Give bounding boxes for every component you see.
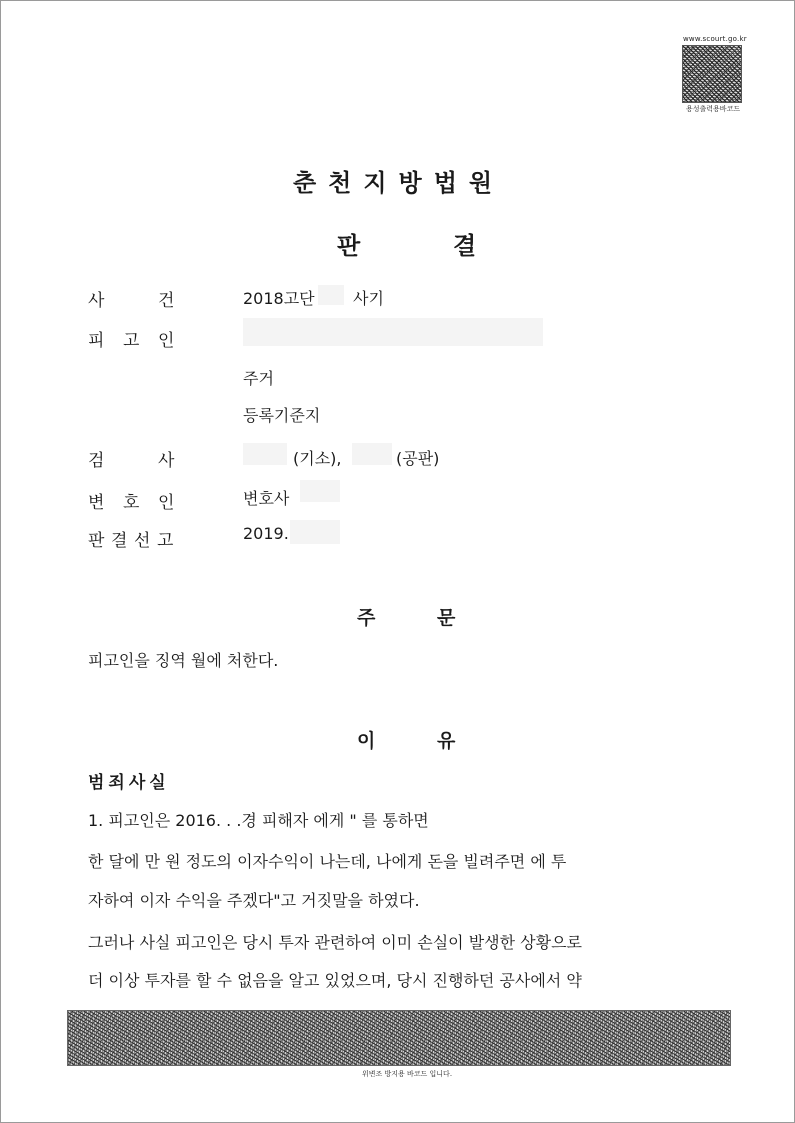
- redaction: [352, 443, 392, 465]
- redaction: [300, 480, 340, 502]
- qr-barcode: [682, 45, 742, 103]
- counsel-value: 변호사: [243, 489, 290, 508]
- reasons-heading-char-2: 유: [437, 730, 456, 752]
- reasons-line-5: 더 이상 투자를 할 수 없음을 알고 있었으며, 당시 진행하던 공사에서 약: [88, 971, 582, 990]
- verdict-label-char: 고: [157, 531, 174, 551]
- redaction: [243, 443, 287, 465]
- reasons-line-3: 자하여 이자 수익을 주겠다"고 거짓말을 하였다.: [88, 891, 420, 910]
- prosecutor-label-char: 검: [88, 451, 105, 471]
- order-heading-char-1: 주: [357, 607, 376, 629]
- counsel-label-char: 변: [88, 493, 105, 513]
- reasons-line-1: 1. 피고인은 2016. . .경 피해자 에게 " 를 통하면: [88, 811, 429, 830]
- anti-forgery-barcode: [67, 1010, 731, 1066]
- prosecutor-trial: (공판): [396, 449, 440, 468]
- prosecutor-indict: (기소),: [293, 449, 342, 468]
- counsel-label-char: 호: [123, 493, 140, 513]
- reasons-heading-char-1: 이: [357, 730, 376, 752]
- redaction: [318, 285, 344, 305]
- prosecutor-label-char: 사: [158, 451, 175, 471]
- redaction: [243, 318, 543, 346]
- verdict-label-char: 선: [134, 531, 151, 551]
- case-name: 사기: [353, 289, 384, 308]
- registration-label: 등록기준지: [243, 406, 321, 425]
- reasons-line-2: 한 달에 만 원 정도의 이자수익이 나는데, 나에게 돈을 빌려주면 에 투: [88, 852, 567, 871]
- counsel-label-char: 인: [158, 493, 175, 513]
- defendant-label-char: 고: [123, 331, 140, 351]
- case-number: 2018고단: [243, 289, 315, 308]
- order-text: 피고인을 징역 월에 처한다.: [88, 651, 279, 670]
- doc-type-char-1: 판: [337, 232, 361, 260]
- doc-type-char-2: 결: [453, 232, 477, 260]
- verdict-label-char: 판: [88, 531, 105, 551]
- residence-label: 주거: [243, 369, 274, 388]
- barcode-caption: 용성출력용바코드: [686, 105, 741, 113]
- order-heading-char-2: 문: [437, 607, 456, 629]
- case-label-char: 건: [158, 291, 175, 311]
- verdict-date: 2019.: [243, 524, 289, 543]
- court-name: 춘천지방법원: [293, 169, 505, 197]
- redaction: [290, 520, 340, 544]
- criminal-facts-heading: 범죄사실: [88, 773, 170, 793]
- defendant-label-char: 인: [158, 331, 175, 351]
- reasons-line-4: 그러나 사실 피고인은 당시 투자 관련하여 이미 손실이 발생한 상황으로: [88, 933, 582, 952]
- case-label-char: 사: [88, 291, 105, 311]
- defendant-label-char: 피: [88, 331, 105, 351]
- anti-forgery-caption: 위변조 방지용 바코드 입니다.: [362, 1070, 453, 1078]
- verdict-label-char: 결: [111, 531, 128, 551]
- court-url: www.scourt.go.kr: [683, 35, 747, 43]
